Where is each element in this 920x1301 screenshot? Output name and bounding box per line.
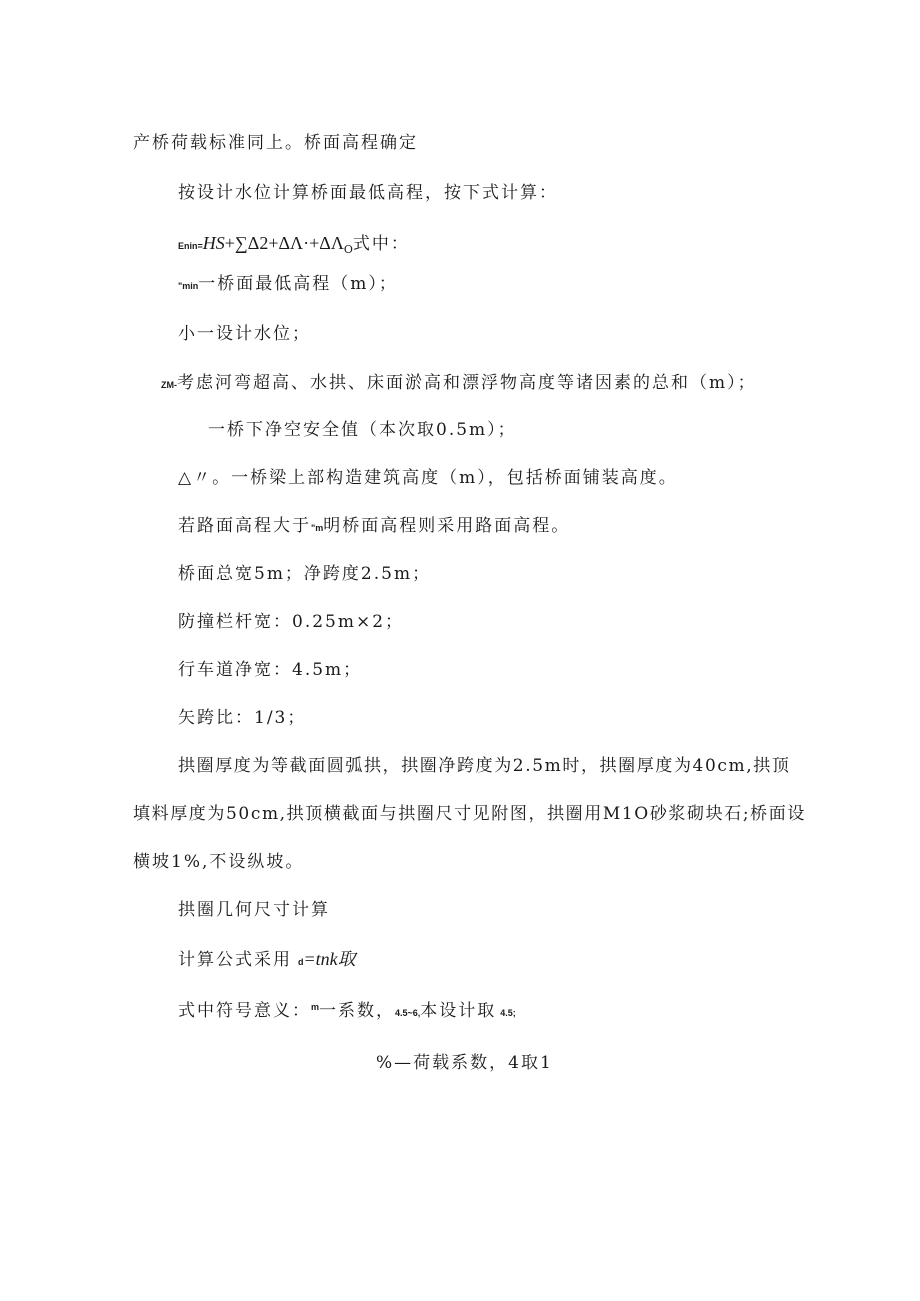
- text-line-11: 防撞栏杆宽：0.25m×2；: [178, 612, 405, 632]
- text-line-4: [178, 272, 398, 298]
- text-line-13: 矢跨比：1/3；: [178, 708, 307, 728]
- formula-suffix: 式中：: [352, 234, 410, 254]
- symbol-m: m: [311, 1002, 320, 1012]
- text-line-1: 产桥荷载标准同上。桥面高程确定: [133, 133, 418, 153]
- text-line-10: 桥面总宽5m；净跨度2.5m；: [178, 564, 432, 584]
- formula-line: [178, 231, 410, 262]
- paragraph-line-3: 横坡1%,不设纵坡。: [133, 852, 305, 872]
- text-line-9-after: 明桥面高程则采用路面高程。: [323, 516, 571, 536]
- formula-subscript: O: [343, 243, 353, 256]
- text-line-6: [161, 371, 757, 397]
- text-line-2: 按设计水位计算桥面最低高程，按下式计算：: [178, 183, 558, 203]
- text-line-19: [178, 995, 516, 1025]
- text-line-8: △〃。一桥梁上部构造建筑高度（m），包括桥面铺装高度。: [178, 468, 678, 488]
- section-heading: 拱圈几何尺寸计算: [178, 900, 330, 920]
- formula-tnk: =tnk取: [303, 949, 356, 969]
- text-line-12: 行车道净宽：4.5m；: [178, 660, 363, 680]
- text-line-20: %—荷载系数，4取1: [376, 1053, 553, 1073]
- formula-body: +∑Δ2+ΔΛ·+ΔΛ: [224, 233, 344, 253]
- formula-prefix: Enin=: [178, 241, 203, 251]
- range-value: 4.5~6,: [395, 1008, 421, 1018]
- text-line-18: [178, 947, 356, 974]
- formula-hs: HS: [202, 233, 225, 253]
- text-line-19-after: 本设计取: [420, 1001, 497, 1021]
- symbol-zm: ZM-: [161, 380, 177, 390]
- text-line-7: 一桥下净空安全值（本次取0.5m）；: [208, 420, 517, 440]
- paragraph-line-1: 拱圈厚度为等截面圆弧拱，拱圈净跨度为2.5m时，拱圈厚度为40cm,拱顶: [178, 756, 791, 776]
- paragraph-line-2: 填料厚度为50cm,拱顶横截面与拱圈尺寸见附图，拱圈用M1O砂浆砌块石;桥面设: [133, 804, 806, 824]
- text-line-9-before: 若路面高程大于: [178, 516, 311, 536]
- chosen-value: 4.5;: [500, 1008, 516, 1018]
- text-line-6-body: 考虑河弯超高、水拱、床面淤高和漂浮物高度等诸因素的总和（m）；: [177, 373, 757, 393]
- symbol-hm: "m: [311, 523, 324, 533]
- text-line-18-before: 计算公式采用: [178, 950, 292, 970]
- text-line-19-mid: 一系数，: [319, 1001, 396, 1021]
- text-line-9: [178, 514, 570, 540]
- text-line-5: 小一设计水位；: [178, 324, 311, 344]
- text-line-19-before: 式中符号意义：: [178, 1001, 311, 1021]
- symbol-hmin: "min: [178, 281, 199, 291]
- symbol-d: d: [298, 957, 304, 967]
- text-line-4-body: 一桥面最低高程（m）；: [198, 274, 398, 294]
